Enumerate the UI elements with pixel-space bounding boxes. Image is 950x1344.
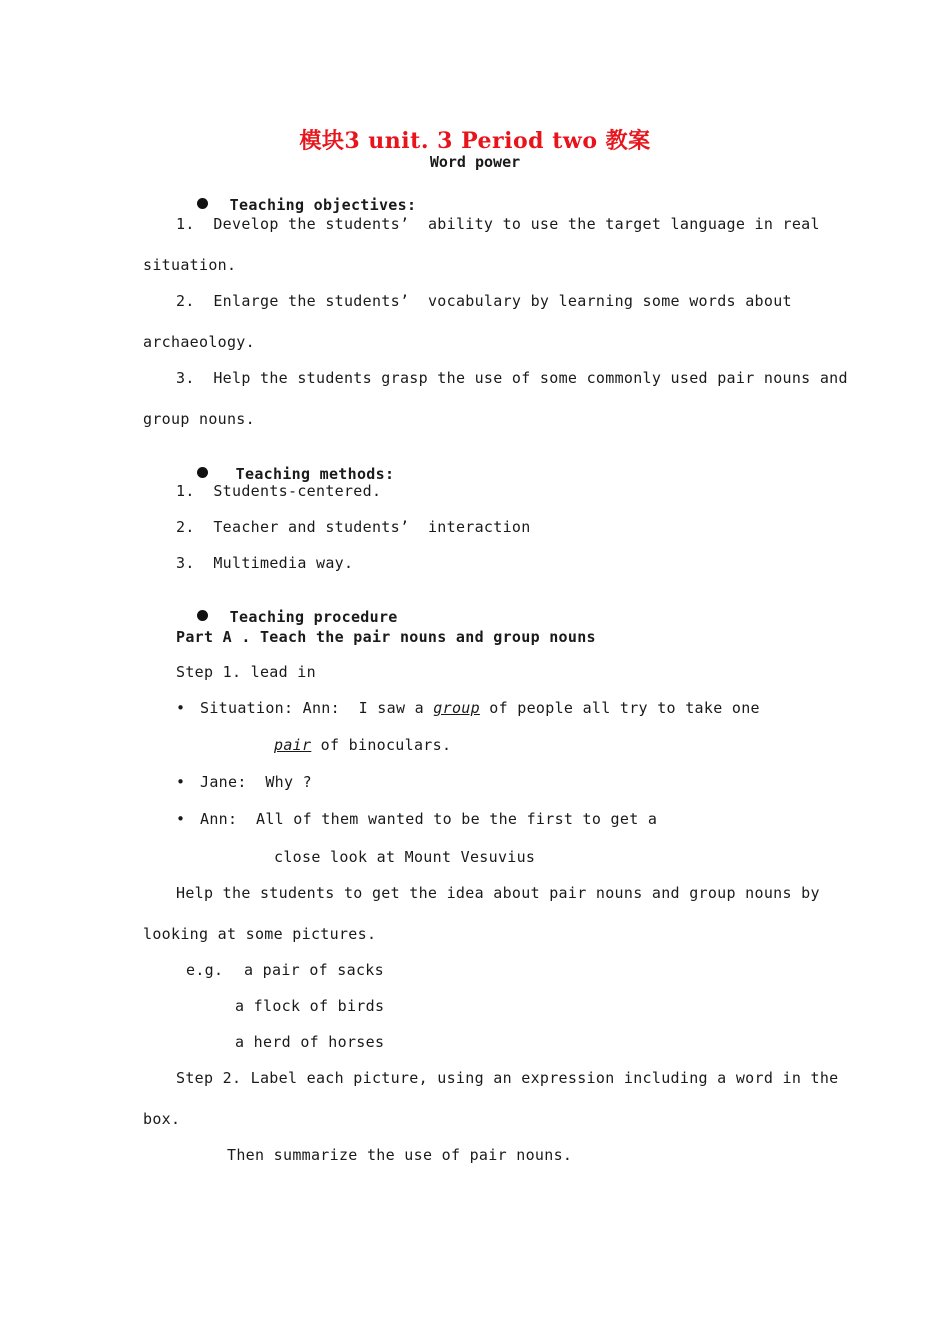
underlined-word-group: group	[433, 699, 480, 717]
methods-heading-text: Teaching methods:	[235, 465, 395, 483]
objective-1-text: Develop the students’ ability to use the target language in real	[213, 215, 820, 233]
objective-2-line1	[176, 292, 792, 310]
bullet-dot-icon	[197, 467, 208, 478]
method-3-num: 3.	[176, 554, 195, 572]
bullet-dot-icon	[197, 610, 208, 621]
procedure-heading	[178, 590, 398, 626]
example-3: a herd of horses	[235, 1033, 385, 1051]
dialogue-line-4	[176, 810, 657, 828]
dialogue-line-1	[176, 699, 760, 717]
step-2-line-2: box.	[143, 1110, 181, 1128]
method-3-text: Multimedia way.	[213, 554, 354, 572]
step-2-line-1: Step 2. Label each picture, using an expression including a word in the	[176, 1069, 839, 1087]
method-1-text: Students-centered.	[213, 482, 382, 500]
objectives-heading	[178, 178, 416, 214]
objective-1-line2: situation.	[143, 256, 237, 274]
dialogue-line-3	[176, 773, 312, 791]
example-2: a flock of birds	[235, 997, 385, 1015]
objective-2-num: 2.	[176, 292, 195, 310]
method-3	[176, 554, 353, 572]
dialogue-line-2	[274, 736, 451, 754]
objective-2-text: Enlarge the students’ vocabulary by learning some words about	[213, 292, 792, 310]
step-1: Step 1. lead in	[176, 663, 316, 681]
small-bullet-icon: •	[176, 773, 186, 791]
objective-1-num: 1.	[176, 215, 195, 233]
objective-3-line2: group nouns.	[143, 410, 255, 428]
underlined-word-pair: pair	[274, 736, 312, 754]
method-2	[176, 518, 531, 536]
step-2-line-3: Then summarize the use of pair nouns.	[227, 1146, 573, 1164]
small-bullet-icon: •	[176, 810, 186, 828]
method-1	[176, 482, 381, 500]
document-subtitle: Word power	[429, 153, 521, 171]
eg-label: e.g.	[186, 961, 224, 979]
objectives-heading-text: Teaching objectives:	[229, 196, 417, 214]
dialogue-line-5: close look at Mount Vesuvius	[274, 848, 536, 866]
methods-heading	[178, 447, 394, 483]
help-line-2: looking at some pictures.	[143, 925, 377, 943]
objective-3-text: Help the students grasp the use of some commonly used pair nouns and	[213, 369, 848, 387]
method-2-text: Teacher and students’ interaction	[213, 518, 531, 536]
procedure-heading-text: Teaching procedure	[229, 608, 398, 626]
objective-3-line1	[176, 369, 848, 387]
method-1-num: 1.	[176, 482, 195, 500]
dialogue-text: of people all try to take one	[479, 699, 760, 717]
dialogue-text: Jane: Why ?	[200, 773, 312, 791]
method-2-num: 2.	[176, 518, 195, 536]
objective-2-line2: archaeology.	[143, 333, 255, 351]
small-bullet-icon: •	[176, 699, 186, 717]
dialogue-text: Situation: Ann: I saw a	[200, 699, 434, 717]
document-title: 模块3 unit. 3 Period two 教案	[299, 128, 651, 154]
dialogue-text: Ann: All of them wanted to be the first to get a	[200, 810, 658, 828]
objective-1-line1	[176, 215, 820, 233]
dialogue-text: of binoculars.	[311, 736, 452, 754]
objective-3-num: 3.	[176, 369, 195, 387]
help-line-1: Help the students to get the idea about pair nouns and group nouns by	[176, 884, 820, 902]
part-a-heading: Part A . Teach the pair nouns and group nouns	[176, 628, 596, 646]
example-1: a pair of sacks	[244, 961, 384, 979]
bullet-dot-icon	[197, 198, 208, 209]
